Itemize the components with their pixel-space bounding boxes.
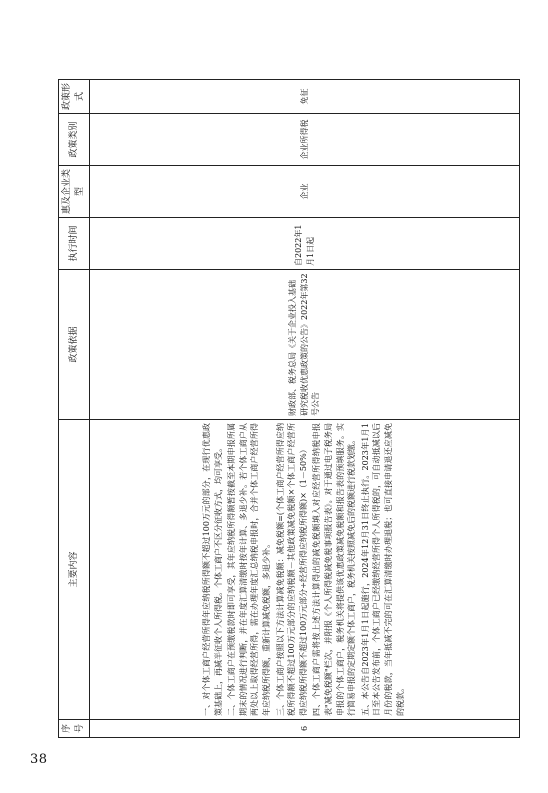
- header-time: 执行时间: [59, 218, 90, 270]
- cell-content: [90, 420, 520, 720]
- cell-time: 自2022年1月1日起: [90, 218, 520, 270]
- cell-type: 企业所得税: [90, 114, 520, 166]
- content-paragraph-2: 二、个体工商户在预缴税款时即可享受，其年应纳税所得额暂按截至本期申报所属期末的情况进行判断，并在年度汇算清缴时按年计算、多退少补。若个体工商户从两处以上取得经营所得，需在办理年度汇总纳税申报时，合并个体工商户经营所得年应纳税所得额，重新计算减免税额，多退少补。: [227, 423, 272, 716]
- header-seq: 序号: [59, 720, 90, 738]
- cell-form: 免征: [90, 80, 520, 114]
- header-basis: 政策依据: [59, 270, 90, 420]
- content-paragraph-4: 四、个体工商户需将按上述方法计算得出的减免税额填入对应经营所得纳税申报表"减免税额"栏次，并附报《个人所得税减免税事项报告表》。对于通过电子税务局申报的个体工商户，税务机关将提供该优惠政策减免税额和报告表的预填服务。实行简易申报的定期定额个体工商户，税务机关按照减免后的税额进行税款划缴。: [312, 423, 357, 716]
- content-paragraph-3: 三、个体工商户按照以下方法计算减免税额：减免税额=(个体工商户经营所得应纳税所得额不超过100万元部分的应纳税额－其他政策减免税额×个体工商户经营所得应纳税所得额不超过100万元部分÷经营所得应纳税所得额)×（1－50%）: [275, 423, 308, 716]
- rotated-policy-table-frame: [58, 80, 405, 734]
- content-paragraph-5: 五、本公告自2023年1月1日起施行，2024年12月31日终止执行。2023年1月1日至本公告发布前，个体工商户已经缴纳经营所得个人所得税的，可自动抵减以后月份的税款，当年抵减不完的可在汇算清缴时办理退税；也可直接申请退还应减免的税款。: [360, 423, 405, 716]
- header-content: 主要内容: [59, 420, 90, 720]
- cell-basis: 财政部、税务总局《关于企业投入基础研究税收优惠政策的公告》2022年第32号公告: [90, 270, 520, 420]
- cell-seq: 6: [90, 720, 520, 738]
- header-enterprise: 惠及企业类型: [59, 166, 90, 218]
- page-number: 38: [30, 752, 48, 767]
- header-type: 政策类别: [59, 114, 90, 166]
- table-header-row: [59, 80, 90, 738]
- header-form: 政策形式: [59, 80, 90, 114]
- content-paragraph-1: 一、对个体工商户经营所得年应纳税所得额不超过100万元的部分，在现行优惠政策基础上，再减半征收个人所得税。个体工商户不区分征收方式，均可享受。: [202, 423, 223, 716]
- rotated-policy-table: [58, 80, 520, 738]
- table-row: [90, 80, 520, 738]
- cell-enterprise: 企业: [90, 166, 520, 218]
- policy-table: [58, 79, 520, 738]
